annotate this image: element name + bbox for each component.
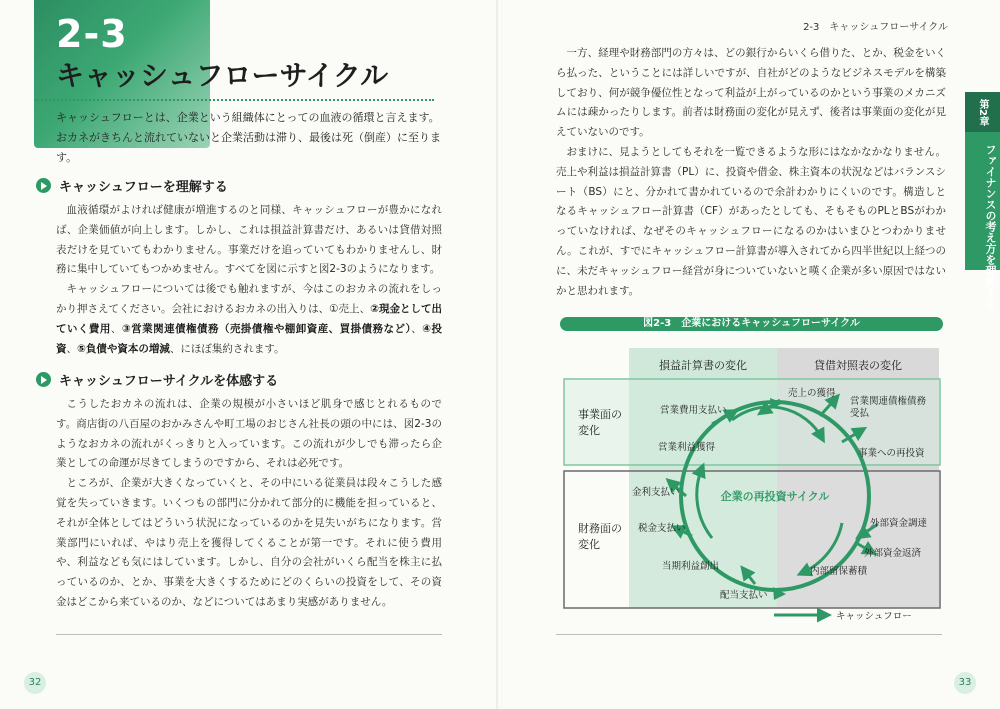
running-head: 2-3 キャッシュフローサイクル: [803, 22, 948, 33]
side-tab-title: ファイナンスの考え方を理解する: [984, 143, 997, 309]
left-page: [0, 0, 498, 709]
page-number: 33: [954, 672, 976, 694]
paragraph: おまけに、見ようとしてもそれを一覧できるような形にはなかなかなりません。売上や利益は損益計算書（PL）に、投資や借金、株主資本の状況などはバランスシート（BS）にと、分かれて書かれているので余計わかりにくいのです。構造しとなるキャッシュフロー計算書（CF）があったとしても、そもそものPLとBSがわかっていなければ、なぜそのキャッシュフローになるのかはいまひとつわかりません。これが、すでにキャッシュフロー計算書が導入されてから四半世紀以上経つのに、未だキャッシュフロー経営が身についていないと嘆く企業が多い原因ではないかと思われます。: [556, 145, 946, 297]
label-interest: 金利支払い: [632, 487, 680, 498]
row-label-business-2: 変化: [578, 424, 600, 437]
paragraph: 一方、経理や財務部門の方々は、どの銀行からいくら借りた、とか、税金をいくら払った、ということには詳しいですが、自社がどのようなビジネスモデルを構築しており、何が競争優位性となって利益が上がっているのかという事業のメカニズムには疎かったりします。前者は財務面の変化が見えず、後者は事業面の変化が見えていないのです。: [556, 47, 946, 139]
legend-label: キャッシュフロー: [836, 611, 912, 622]
label-ext-repay: 外部資金返済: [864, 548, 922, 559]
play-bullet-icon: [36, 178, 51, 193]
text-run: 、: [411, 322, 423, 335]
intro-text: キャッシュフローとは、企業という組織体にとっての血液の循環と言えます。おカネがきちんと流れていないと企業活動は滞り、最後は死（倒産）に至ります。: [56, 111, 441, 164]
title-divider: [34, 99, 434, 101]
bold-term: ③営業関連債権債務（売掛債権や棚卸資産、買掛債務など）: [121, 322, 412, 335]
section-heading-text: キャッシュフローを理解する: [59, 180, 228, 195]
figure-title-banner: 図2-3 企業におけるキャッシュフローサイクル: [560, 317, 943, 331]
label-op-debt-1: 営業関連債権債務: [850, 396, 927, 407]
text-run: キャッシュフローについては後でも触れますが、今はこのおカネの流れをしっかり押さえてください。会社におけるおカネの出入りは、①売上、: [56, 283, 442, 315]
page-number: 32: [24, 672, 46, 694]
column-header-pl: 損益計算書の変化: [659, 359, 747, 372]
paragraph: [56, 280, 442, 359]
paragraph: 血液循環がよければ健康が増進するのと同様、キャッシュフローが豊かになれば、企業価値が向上します。しかし、これは損益計算書だけ、あるいは貸借対照表だけを見ていてもわかりません。事業だけを追っていてもわかりませんし、財務に集中していてもつかめません。すべてを図に示すと図2-3のようになります。: [56, 204, 442, 276]
cashflow-cycle-diagram: [502, 338, 1000, 638]
row-label-business-1: 事業面の: [578, 408, 622, 421]
section2-body: [56, 395, 442, 613]
text-run: 、にほぼ集約されます。: [169, 342, 285, 355]
paragraph: こうしたおカネの流れは、企業の規模が小さいほど肌身で感じとれるものです。商店街の八百屋のおかみさんや町工場のおじさん社長の頭の中には、図2-3のようなおカネの流れがくっきりと入っています。この流れが少しでも滞ったら企業としての命運が尽きてしまうのですから、それは必死です。: [56, 398, 442, 470]
row-label-finance-2: 変化: [578, 538, 600, 551]
label-op-profit: 営業利益獲得: [658, 442, 716, 453]
section-heading-understand: [36, 176, 228, 195]
column-header-bs: 貸借対照表の変化: [814, 359, 902, 372]
text-run: 、: [66, 342, 77, 355]
row-label-finance-1: 財務面の: [578, 522, 622, 535]
bold-term: ②現金として出ていく費用: [56, 302, 442, 335]
chapter-number: 2-3: [56, 12, 128, 56]
side-tab-chapter: 第2章: [965, 92, 1000, 132]
label-ext-raise: 外部資金調達: [870, 518, 928, 529]
section-heading-text: キャッシュフローサイクルを体感する: [59, 374, 279, 389]
right-page: [502, 0, 1000, 709]
section1-body: [56, 201, 442, 359]
bold-term: ⑤負債や資本の増減: [77, 342, 170, 355]
bold-term: ④投資: [56, 322, 443, 355]
label-op-expense: 営業費用支払い: [660, 405, 727, 416]
label-tax: 税金支払い: [638, 523, 686, 534]
paragraph: ところが、企業が大きくなっていくと、その中にいる従業員は段々こうした感覚を失っていきます。いくつもの部門に分かれて部分的に機能を担っていると、それが全体としてはどういう状況になっているのかを見失いがちになります。営業部門にいれば、やはり売上を獲得してくることが第一です。それに使う費用や、利益なども気にはしています。しかし、自分の会社がいくら配当を株主に払っているのか、とか、事業を大きくするためにどのくらいの投資をして、その資金はどこから来ているのか、などについてはあまり実感がありません。: [56, 477, 442, 608]
chapter-title: キャッシュフローサイクル: [56, 59, 389, 92]
footer-rule: [556, 634, 942, 635]
cycle-center-label: 企業の再投資サイクル: [720, 490, 830, 503]
footer-rule: [56, 634, 442, 635]
play-bullet-icon: [36, 372, 51, 387]
label-dividend: 配当支払い: [720, 590, 768, 601]
section-heading-experience: [36, 370, 278, 389]
label-sales: 売上の獲得: [788, 388, 836, 399]
label-reinvest: 事業への再投資: [858, 448, 925, 459]
label-op-debt-2: 受払: [850, 408, 870, 419]
text-run: 、: [110, 322, 122, 335]
label-retained: 内部留保蓄積: [810, 566, 868, 577]
right-body: [556, 44, 946, 301]
label-net-income: 当期利益創出: [662, 561, 720, 572]
